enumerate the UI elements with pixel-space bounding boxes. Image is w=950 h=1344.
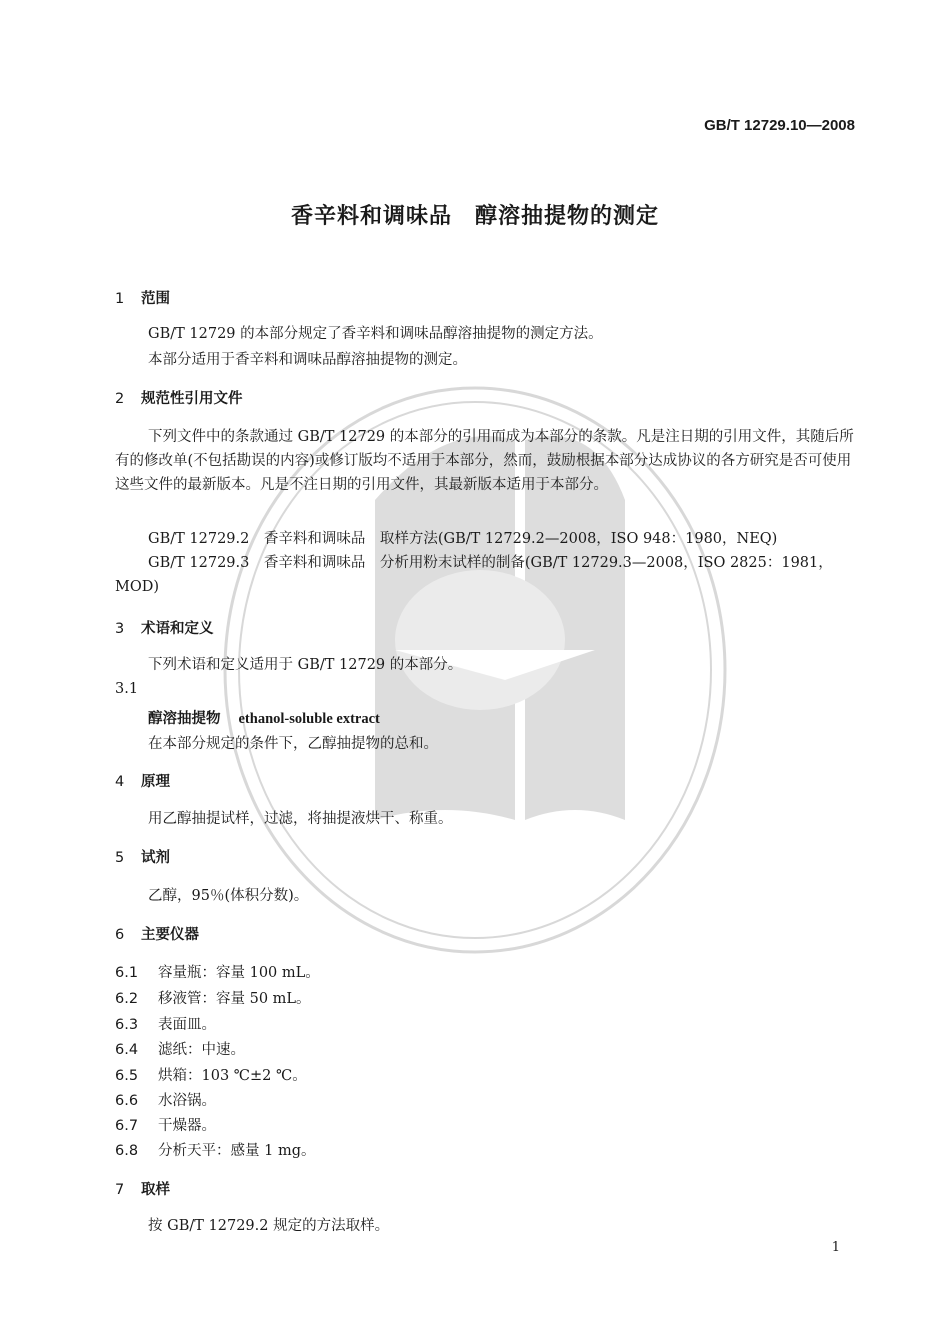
paragraph: 乙醇，95％(体积分数)。 bbox=[148, 888, 309, 904]
section-5-heading bbox=[115, 846, 170, 867]
section-number: 6 bbox=[115, 927, 125, 943]
term-definition: 在本部分规定的条件下，乙醇抽提物的总和。 bbox=[148, 736, 438, 752]
section-title: 范围 bbox=[141, 291, 170, 307]
instrument-item bbox=[115, 961, 320, 982]
instrument-item bbox=[115, 987, 311, 1008]
paragraph: 按 GB/T 12729.2 规定的方法取样。 bbox=[148, 1218, 390, 1234]
item-number: 6.5 bbox=[115, 1068, 139, 1084]
section-title: 试剂 bbox=[141, 850, 170, 866]
section-title: 取样 bbox=[141, 1182, 170, 1198]
paragraph: 本部分适用于香辛料和调味品醇溶抽提物的测定。 bbox=[148, 352, 467, 368]
term-chinese: 醇溶抽提物 bbox=[148, 711, 221, 727]
item-number: 6.1 bbox=[115, 965, 139, 981]
instrument-item bbox=[115, 1013, 216, 1034]
section-3-heading bbox=[115, 617, 214, 638]
section-title: 术语和定义 bbox=[141, 621, 214, 637]
item-text: 容量瓶：容量 100 mL。 bbox=[158, 965, 320, 981]
section-title: 规范性引用文件 bbox=[141, 391, 243, 407]
item-number: 6.6 bbox=[115, 1093, 139, 1109]
reference-item: GB/T 12729.3 香辛料和调味品 分析用粉末试样的制备(GB/T 12729.3—2008，ISO 2825：1981，MOD) bbox=[115, 555, 833, 595]
item-number: 6.2 bbox=[115, 991, 139, 1007]
item-number: 6.8 bbox=[115, 1143, 139, 1159]
item-text: 表面皿。 bbox=[158, 1017, 216, 1033]
subclause-number: 3.1 bbox=[115, 681, 139, 697]
item-number: 6.4 bbox=[115, 1042, 139, 1058]
instrument-item bbox=[115, 1139, 315, 1160]
item-text: 烘箱：103 ℃±2 ℃。 bbox=[158, 1068, 307, 1084]
paragraph: 用乙醇抽提试样，过滤，将抽提液烘干、称重。 bbox=[148, 811, 453, 827]
instrument-item bbox=[115, 1114, 216, 1135]
section-title: 主要仪器 bbox=[141, 927, 199, 943]
section-number: 7 bbox=[115, 1182, 125, 1198]
reference-item: GB/T 12729.2 香辛料和调味品 取样方法(GB/T 12729.2—2008，ISO 948：1980，NEQ) bbox=[148, 531, 778, 547]
instrument-item bbox=[115, 1038, 245, 1059]
instrument-item bbox=[115, 1064, 307, 1085]
item-number: 6.7 bbox=[115, 1118, 139, 1134]
item-text: 分析天平：感量 1 mg。 bbox=[158, 1143, 316, 1159]
section-number: 4 bbox=[115, 774, 125, 790]
standard-number: GB/T 12729.10—2008 bbox=[704, 117, 855, 134]
section-number: 3 bbox=[115, 621, 125, 637]
section-7-heading bbox=[115, 1178, 170, 1199]
section-1-heading bbox=[115, 287, 170, 308]
instrument-item bbox=[115, 1089, 216, 1110]
section-title: 原理 bbox=[141, 774, 170, 790]
item-number: 6.3 bbox=[115, 1017, 139, 1033]
paragraph: GB/T 12729 的本部分规定了香辛料和调味品醇溶抽提物的测定方法。 bbox=[148, 326, 603, 342]
item-text: 滤纸：中速。 bbox=[158, 1042, 245, 1058]
item-text: 干燥器。 bbox=[158, 1118, 216, 1134]
section-number: 2 bbox=[115, 391, 125, 407]
section-number: 1 bbox=[115, 291, 125, 307]
section-4-heading bbox=[115, 770, 170, 791]
section-2-heading bbox=[115, 387, 243, 408]
section-6-heading bbox=[115, 923, 199, 944]
term-english: ethanol-soluble extract bbox=[238, 711, 380, 727]
section-number: 5 bbox=[115, 850, 125, 866]
document-title: 香辛料和调味品 醇溶抽提物的测定 bbox=[290, 204, 659, 229]
item-text: 移液管：容量 50 mL。 bbox=[158, 991, 311, 1007]
item-text: 水浴锅。 bbox=[158, 1093, 216, 1109]
paragraph: 下列术语和定义适用于 GB/T 12729 的本部分。 bbox=[148, 657, 463, 673]
term-entry bbox=[148, 707, 380, 728]
page-number: 1 bbox=[831, 1240, 840, 1255]
paragraph: 下列文件中的条款通过 GB/T 12729 的本部分的引用而成为本部分的条款。凡是注日期的引用文件，其随后所有的修改单(不包括勘误的内容)或修订版均不适用于本部分，然而，鼓励根据本部分达成协议的各方研究是否可使用这些文件的最新版本。凡是不注日期的引用文件，其最新版本适用于本部分。 bbox=[115, 429, 854, 493]
